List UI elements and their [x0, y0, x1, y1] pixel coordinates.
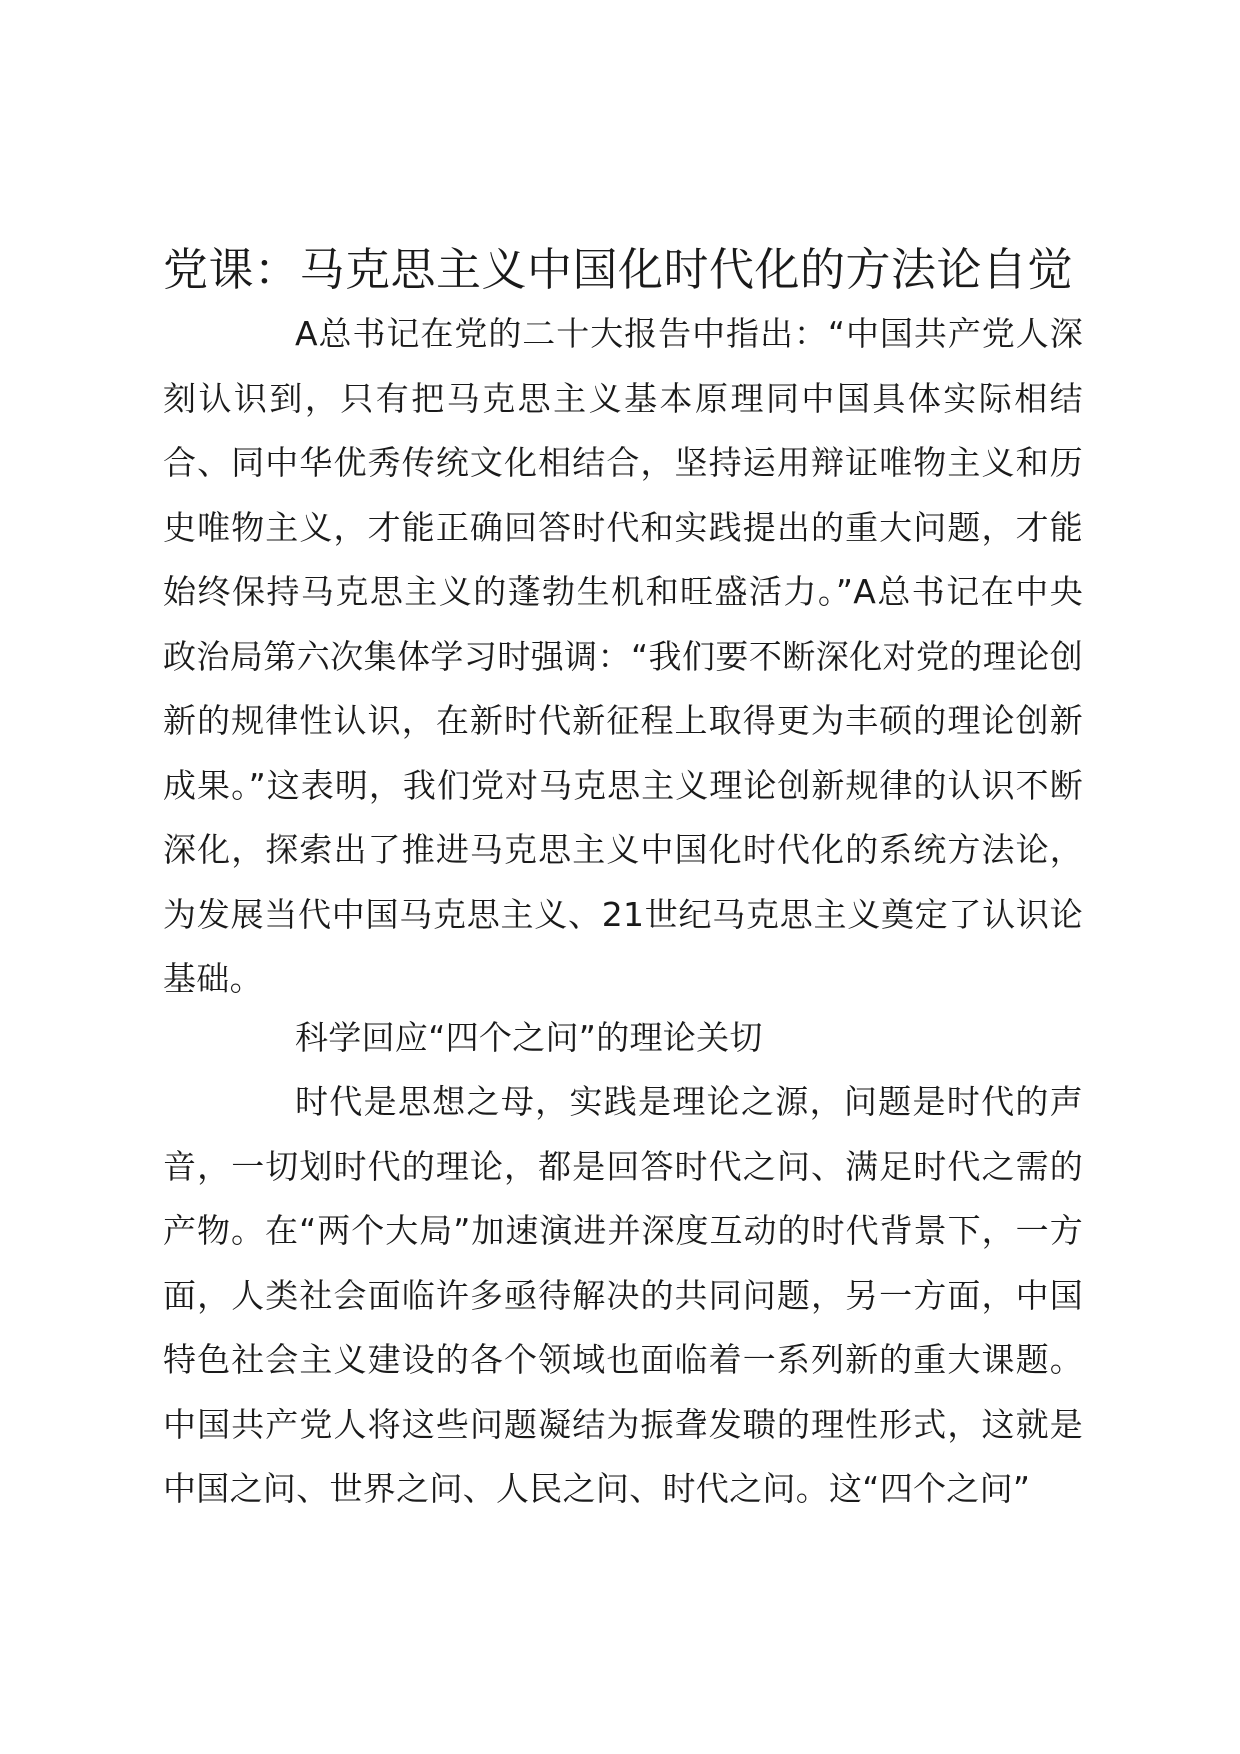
section-heading: 科学回应“四个之问”的理论关切: [295, 1018, 763, 1057]
body-paragraph: A总书记在党的二十大报告中指出：“中国共产党人深刻认识到，只有把马克思主义基本原理同中国具体实际相结合、同中华优秀传统文化相结合，坚持运用辩证唯物主义和历史唯物主义，才能正确回答时代和实践提出的重大问题，才能始终保持马克思主义的蓬勃生机和旺盛活力。”A总书记在中央政治局第六次集体学习时强调：“我们要不断深化对党的理论创新的规律性认识，在新时代新征程上取得更为丰硕的理论创新成果。”这表明，我们党对马克思主义理论创新规律的认识不断深化，探索出了推进马克思主义中国化时代化的系统方法论，为发展当代中国马克思主义、21世纪马克思主义奠定了认识论基础。: [163, 314, 1083, 998]
body-paragraph: 时代是思想之母，实践是理论之源，问题是时代的声音，一切划时代的理论，都是回答时代之问、满足时代之需的产物。在“两个大局”加速演进并深度互动的时代背景下，一方面，人类社会面临许多亟待解决的共同问题，另一方面，中国特色社会主义建设的各个领域也面临着一系列新的重大课题。中国共产党人将这些问题凝结为振聋发聩的理性形式，这就是中国之问、世界之问、人民之问、时代之问。这“四个之问”: [163, 1082, 1083, 1508]
document-title: 党课：马克思主义中国化时代化的方法论自觉: [163, 243, 1074, 296]
